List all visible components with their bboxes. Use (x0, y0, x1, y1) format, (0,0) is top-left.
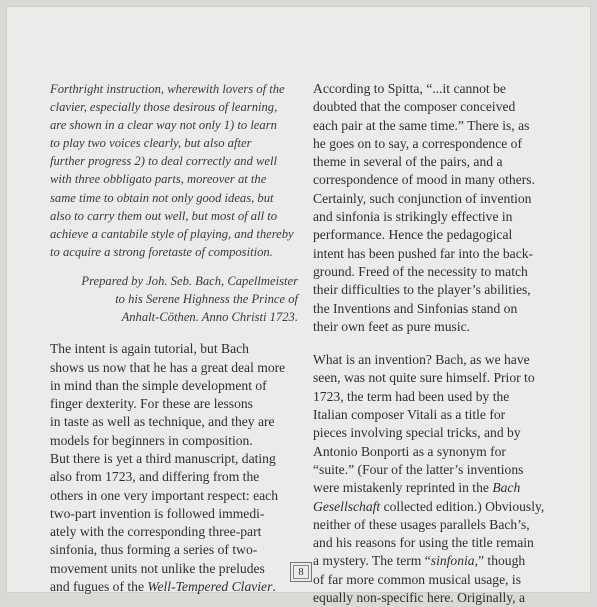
text-line: 1723, the term had been used by the (313, 388, 510, 404)
text-line: pieces involving special tricks, and by (313, 425, 521, 441)
text-line: of far more common musical usage, is (313, 571, 522, 587)
attribution-line: to his Serene Highness the Prince of (115, 292, 298, 307)
italic-text: sinfonia (430, 553, 475, 569)
quote-line: are shown in a clear way not only 1) to learn (50, 118, 277, 133)
text-line: ately with the corresponding three-part (50, 524, 262, 540)
text-line: intent has been pushed far into the back- (313, 245, 534, 261)
text-line: the Inventions and Sinfonias stand on (313, 300, 518, 316)
page-number: 8 (298, 566, 304, 578)
text-line: According to Spitta, “...it cannot be (313, 81, 506, 96)
text-line: others in one very important respect: each (50, 487, 278, 503)
text-line: seen, was not quite sure himself. Prior to (313, 370, 535, 386)
text-line: “suite.” (Four of the latter’s inventions (313, 461, 524, 477)
page-number-box (290, 562, 312, 582)
text-run: collected edition.) Obviously, (380, 498, 545, 514)
text-run: and fugues of the (50, 579, 148, 595)
text-line: two-part invention is followed immedi- (50, 505, 265, 521)
booklet-page (6, 6, 591, 606)
text-line: also from 1723, and differing from the (50, 469, 260, 485)
left-column (50, 80, 298, 596)
text-line: finger dexterity. For these are lessons (50, 396, 253, 412)
text-line: movement units not unlike the preludes (50, 560, 265, 576)
quote-line: same time to obtain not only good ideas, but (50, 190, 274, 205)
text-line: he goes on to say, a correspondence of (313, 135, 522, 151)
text-line: ground. Freed of the necessity to match (313, 263, 528, 279)
quote-line: achieve a cantabile style of playing, and thereby (50, 226, 294, 241)
text-line: Antonio Bonporti as a synonym for (313, 443, 506, 459)
right-column (313, 80, 561, 607)
quote-line: clavier, especially those desirous of learning, (50, 100, 278, 115)
text-line: What is an invention? Bach, as we have (313, 352, 530, 368)
text-line: neither of these usages parallels Bach’s, (313, 516, 530, 532)
quote-line: also to carry them out well, but most of all to (50, 208, 278, 223)
text-line: equally non-specific here. Originally, a (313, 590, 526, 606)
text-line: and sinfonia is strikingly effective in (313, 209, 513, 225)
text-line: models for beginners in composition. (50, 432, 253, 448)
attribution-line: Anhalt-Cöthen. Anno Christi 1723. (121, 310, 298, 325)
text-line: sinfonia, thus forming a series of two- (50, 542, 258, 558)
text-run: ,” though (474, 553, 526, 569)
left-body-paragraph (50, 340, 298, 596)
text-line: their own feet as pure music. (313, 318, 471, 334)
quote-line: to acquire a strong foretaste of composition. (50, 244, 273, 259)
text-line: theme in several of the pairs, and a (313, 154, 503, 170)
text-line: But there is yet a third manuscript, dating (50, 451, 276, 466)
text-line: Italian composer Vitali as a title for (313, 407, 506, 423)
text-line: and his reasons for using the title remain (313, 535, 534, 551)
text-line: correspondence of mood in many others. (313, 172, 535, 188)
quote-line: Forthright instruction, wherewith lovers of the (50, 82, 285, 96)
text-run: . (272, 579, 276, 595)
italic-text: Gesellschaft (313, 498, 381, 514)
text-line: in mind than the simple development of (50, 377, 267, 393)
quote-line: further progress 2) to deal correctly and well (50, 154, 278, 169)
text-line: in taste as well as technique, and they are (50, 414, 275, 430)
dedication-quote (50, 80, 298, 261)
spitta-paragraph (313, 80, 561, 336)
text-line: each pair at the same time.” There is, as (313, 117, 530, 133)
text-run: were mistakenly reprinted in the (313, 480, 493, 496)
invention-paragraph (313, 351, 561, 607)
quote-attribution (50, 272, 298, 326)
text-line: shows us now that he has a great deal more (50, 359, 286, 375)
text-line: doubted that the composer conceived (313, 99, 516, 115)
quote-line: to play two voices clearly, but also after (50, 136, 252, 151)
text-line (313, 479, 561, 497)
text-line (313, 498, 561, 516)
text-line (313, 552, 561, 570)
text-line: Certainly, such conjunction of invention (313, 190, 532, 206)
italic-text: Bach (492, 480, 521, 496)
text-line: their difficulties to the player’s abilities, (313, 282, 531, 298)
text-line: The intent is again tutorial, but Bach (50, 341, 249, 357)
italic-text: Well-Tempered Clavier (147, 579, 273, 595)
quote-line: with three obbligato parts, moreover at the (50, 172, 267, 187)
text-line (50, 578, 298, 596)
attribution-line: Prepared by Joh. Seb. Bach, Capellmeister (81, 273, 298, 288)
text-line: performance. Hence the pedagogical (313, 227, 513, 243)
text-run: a mystery. The term “ (313, 553, 431, 569)
